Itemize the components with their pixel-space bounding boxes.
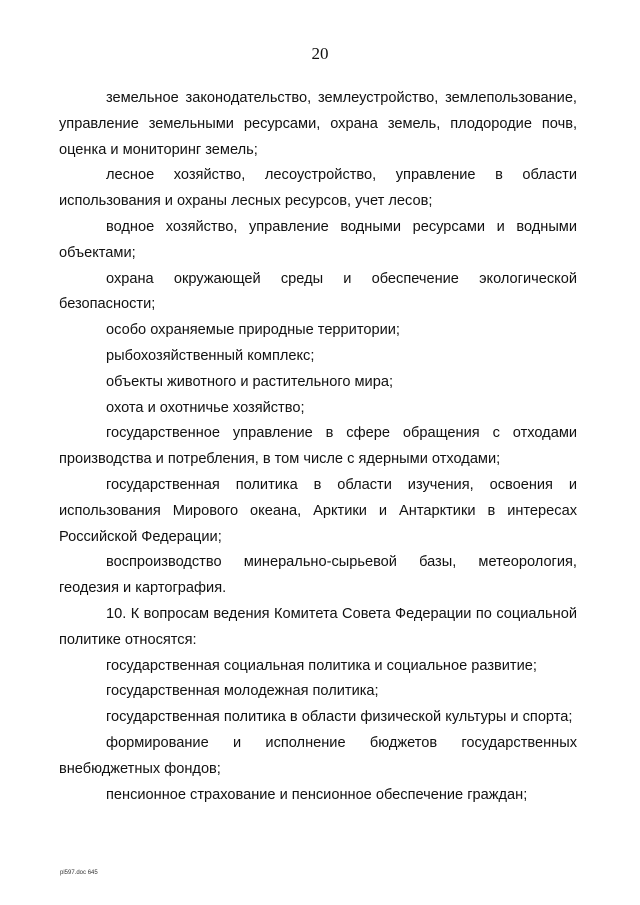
paragraph: пенсионное страхование и пенсионное обеспечение граждан; [106, 786, 528, 803]
paragraph: государственная социальная политика и социальное развитие; [106, 657, 537, 674]
paragraph: рыбохозяйственный комплекс; [106, 347, 315, 364]
paragraph: водное хозяйство, управление водными ресурсами и водными объектами; [59, 218, 577, 261]
page-number: 20 [311, 44, 329, 63]
paragraph: государственная политика в области физической культуры и спорта; [106, 709, 573, 726]
footer-file-label: pl597.doc 645 [60, 870, 98, 876]
paragraph: государственная молодежная политика; [106, 683, 379, 700]
paragraph: охрана окружающей среды и обеспечение экологической безопасности; [59, 270, 577, 313]
paragraph: земельное законодательство, землеустройство, землепользование, управление земельными ресурсами, охрана земель, плодородие почв, оценка и мониторинг земель; [59, 90, 577, 158]
paragraph: воспроизводство минерально-сырьевой базы, метеорология, геодезия и картография. [59, 554, 577, 597]
paragraph: формирование и исполнение бюджетов государственных внебюджетных фондов; [59, 734, 577, 777]
paragraph: особо охраняемые природные территории; [106, 322, 400, 339]
paragraph: охота и охотничье хозяйство; [106, 399, 305, 416]
paragraph: лесное хозяйство, лесоустройство, управление в области использования и охраны лесных ресурсов, учет лесов; [59, 167, 577, 210]
paragraph: объекты животного и растительного мира; [106, 373, 393, 390]
document-body [59, 86, 577, 808]
paragraph: государственное управление в сфере обращения с отходами производства и потребления, в том числе с ядерными отходами; [59, 425, 577, 468]
paragraph: государственная политика в области изучения, освоения и использования Мирового океана, Арктики и Антарктики в интересах Российской Федерации; [59, 476, 577, 545]
paragraph: 10. К вопросам ведения Комитета Совета Федерации по социальной политике относятся: [59, 605, 577, 648]
